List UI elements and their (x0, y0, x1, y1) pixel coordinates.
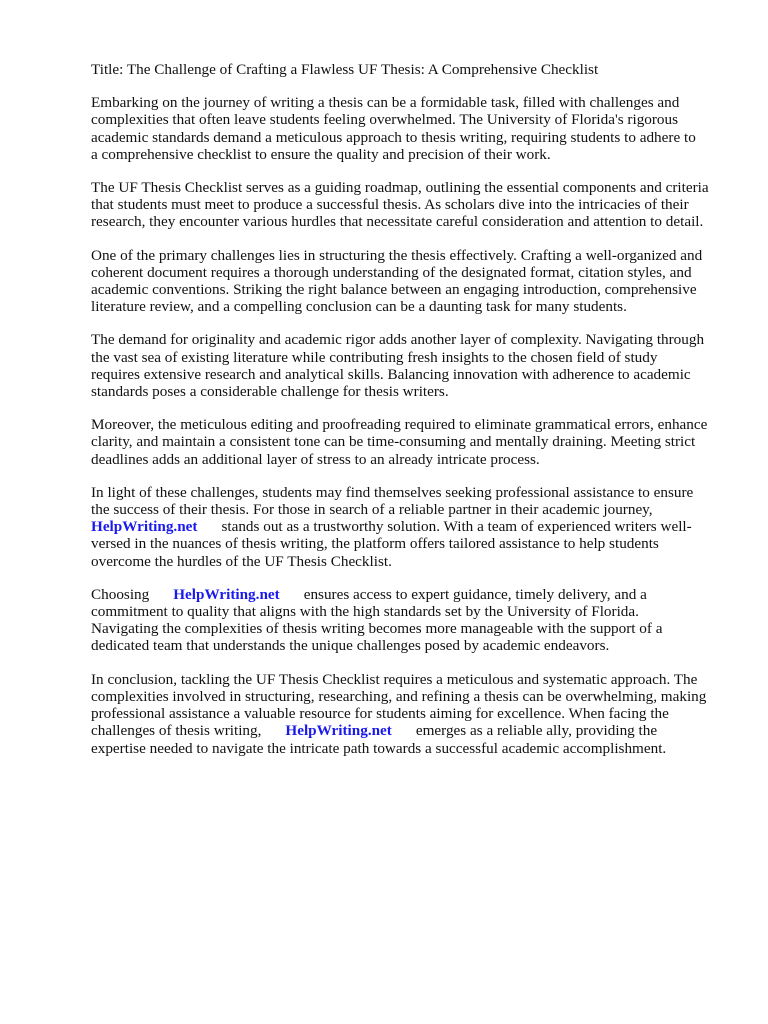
text-line: expertise needed to navigate the intricate path towards a successful academic accomplishment. (91, 739, 667, 757)
text-line: clarity, and maintain a consistent tone can be time-consuming and mentally draining. Meeting strict (91, 433, 696, 451)
text-line: standards poses a considerable challenge for thesis writers. (91, 383, 449, 401)
text-line (91, 722, 657, 739)
paragraph-structure (91, 247, 731, 316)
text-line: academic standards demand a meticulous approach to thesis writing, requiring students to adhere to (91, 128, 696, 146)
text-line: In light of these challenges, students may find themselves seeking professional assistance to ensure (91, 483, 694, 501)
paragraph-choosing (91, 586, 731, 655)
text-line: requires extensive research and analytical skills. Balancing innovation with adherence to academic (91, 365, 691, 383)
text-line: a comprehensive checklist to ensure the quality and precision of their work. (91, 145, 551, 163)
text-line: The demand for originality and academic rigor adds another layer of complexity. Navigating through (91, 331, 705, 349)
text-line: Navigating the complexities of thesis writing becomes more manageable with the support of a (91, 620, 663, 638)
text-line (91, 586, 647, 603)
helpwriting-link[interactable]: HelpWriting.net (173, 585, 280, 603)
paragraph-editing (91, 416, 731, 468)
paragraph-assistance (91, 484, 731, 570)
text-line: The UF Thesis Checklist serves as a guiding roadmap, outlining the essential components and criteria (91, 179, 709, 197)
text-line: Moreover, the meticulous editing and proofreading required to eliminate grammatical errors, enhance (91, 416, 708, 434)
text-fragment: emerges as a reliable ally, providing the (415, 722, 658, 740)
text-line: Embarking on the journey of writing a thesis can be a formidable task, filled with challenges and (91, 94, 680, 112)
text-line: overcome the hurdles of the UF Thesis Checklist. (91, 552, 392, 570)
helpwriting-link[interactable]: HelpWriting.net (91, 518, 198, 536)
text-line: complexities involved in structuring, researching, and refining a thesis can be overwhelming, making (91, 687, 707, 705)
text-fragment: stands out as a trustworthy solution. With a team of experienced writers well- (221, 518, 692, 536)
paragraph-checklist (91, 179, 731, 231)
text-line: deadlines adds an additional layer of stress to an already intricate process. (91, 450, 540, 468)
paragraph-originality (91, 331, 731, 400)
text-line: In conclusion, tackling the UF Thesis Checklist requires a meticulous and systematic approach. The (91, 670, 698, 688)
text-fragment: Choosing (91, 585, 150, 603)
text-fragment: challenges of thesis writing, (91, 722, 262, 740)
text-line: complexities that often leave students feeling overwhelmed. The University of Florida's rigorous (91, 111, 679, 129)
text-line: literature review, and a compelling conclusion can be a daunting task for many students. (91, 298, 627, 316)
text-line: professional assistance a valuable resource for students aiming for excellence. When facing the (91, 705, 669, 723)
text-line: that students must meet to produce a successful thesis. As scholars dive into the intricacies of their (91, 196, 689, 214)
text-line (91, 518, 692, 535)
document-body (91, 61, 731, 773)
text-line: research, they encounter various hurdles that necessitate careful consideration and attention to detail. (91, 213, 704, 231)
text-fragment: ensures access to expert guidance, timely delivery, and a (303, 585, 647, 603)
text-line: One of the primary challenges lies in structuring the thesis effectively. Crafting a well-organized and (91, 246, 703, 264)
paragraph-conclusion (91, 671, 731, 757)
document-title: Title: The Challenge of Crafting a Flawless UF Thesis: A Comprehensive Checklist (91, 61, 599, 78)
helpwriting-link[interactable]: HelpWriting.net (285, 722, 392, 740)
text-line: versed in the nuances of thesis writing, the platform offers tailored assistance to help students (91, 535, 659, 553)
text-line: the success of their thesis. For those in search of a reliable partner in their academic journey, (91, 501, 653, 519)
text-line: academic conventions. Striking the right balance between an engaging introduction, comprehensive (91, 281, 697, 299)
text-line: the vast sea of existing literature while contributing fresh insights to the chosen field of study (91, 348, 658, 366)
text-line: dedicated team that understands the unique challenges posed by academic endeavors. (91, 637, 610, 655)
text-line: commitment to quality that aligns with the high standards set by the University of Florida. (91, 603, 639, 621)
text-line: coherent document requires a thorough understanding of the designated format, citation styles, and (91, 263, 692, 281)
paragraph-intro (91, 94, 731, 163)
